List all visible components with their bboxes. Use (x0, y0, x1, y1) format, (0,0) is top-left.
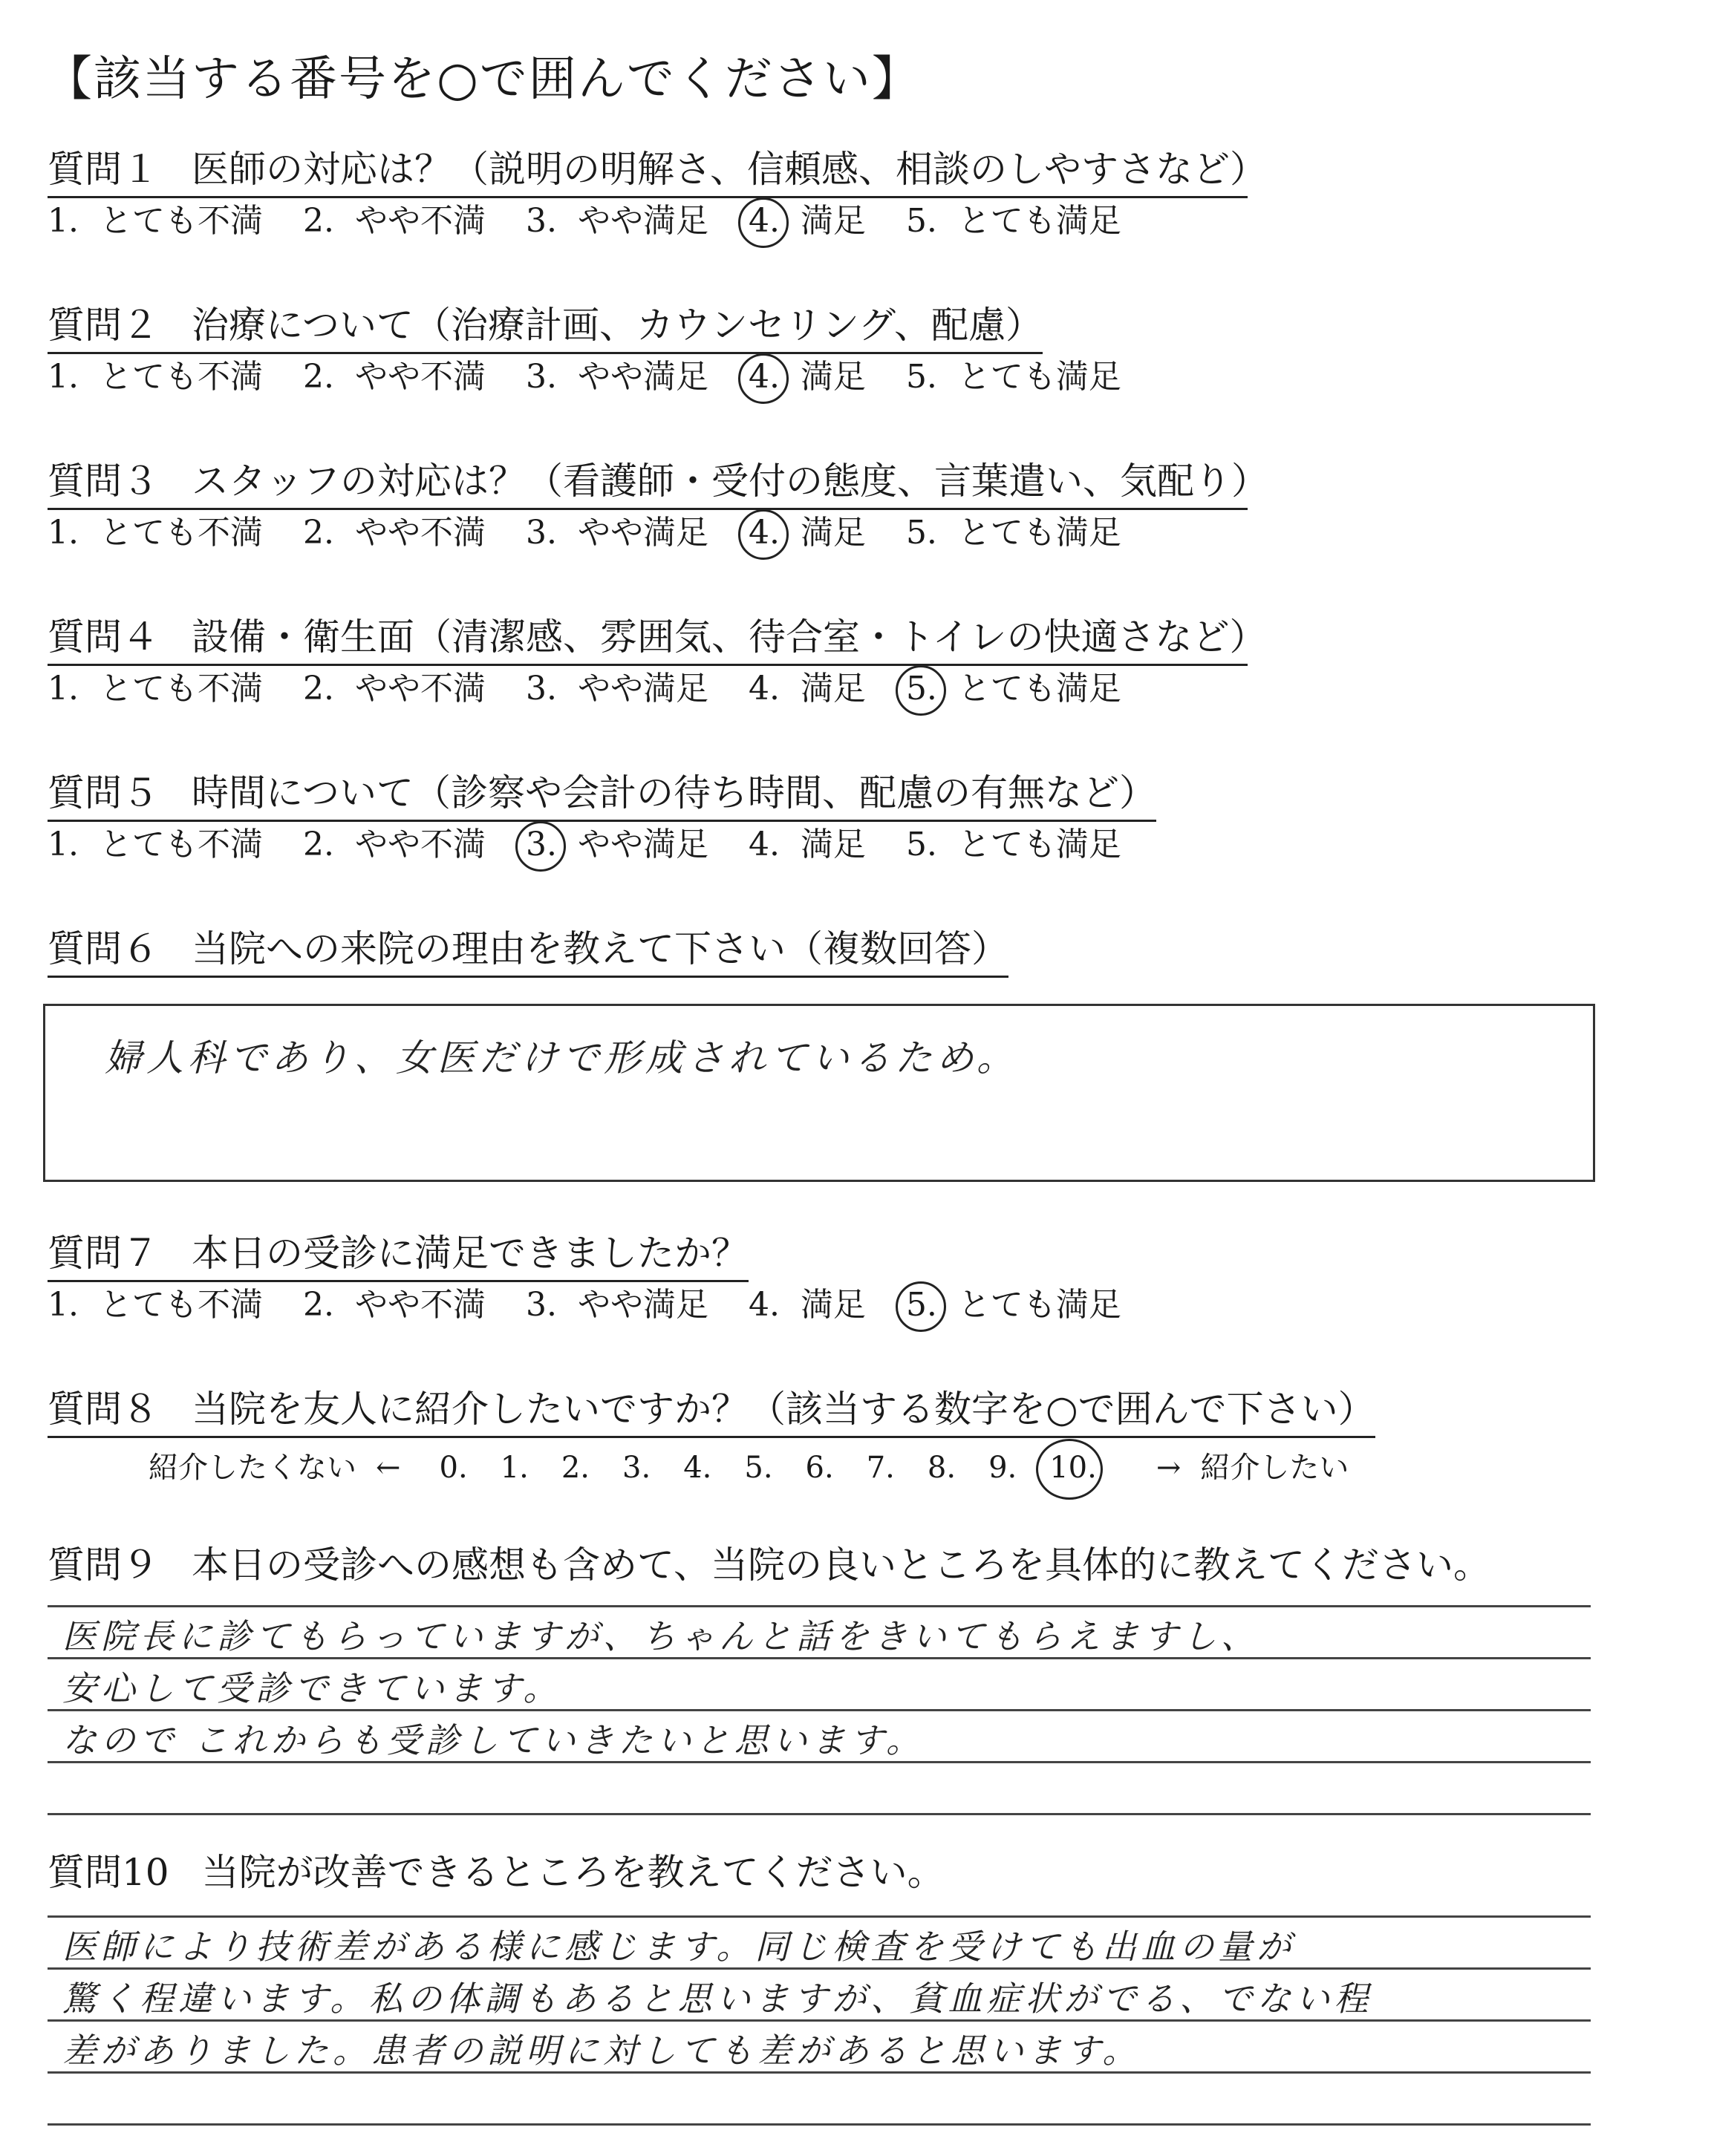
scale-left-label: 紹介したくない (149, 1451, 356, 1485)
option-label: とても満足 (957, 358, 1121, 396)
option-number: 2. (302, 514, 334, 552)
question-8-scale (149, 1444, 1349, 1486)
option-label: やや不満 (354, 826, 486, 863)
question-7-options (48, 1286, 1161, 1325)
option-number: 3. (525, 1286, 557, 1324)
page-title: 【該当する番号を○で囲んでください】 (45, 52, 921, 107)
option-label: 満足 (800, 826, 866, 863)
question-label: 質問３ (48, 460, 159, 503)
option-number: 5. (905, 670, 937, 708)
option-number: 3. (525, 202, 557, 240)
option-label: 満足 (800, 1286, 866, 1324)
question-7-heading (48, 1232, 749, 1282)
question-label: 質問６ (48, 927, 159, 970)
option-number: 5. (905, 826, 937, 863)
option-label: やや満足 (577, 514, 708, 552)
question-text: 本日の受診への感想も含めて、当院の良いところを具体的に教えてください。 (192, 1544, 1490, 1587)
option-number: 5. (905, 358, 937, 396)
option-label: とても不満 (99, 514, 263, 552)
question-1-heading (48, 148, 1267, 198)
question-6-handwritten-answer: 婦人科であり、女医だけで形成されているため。 (105, 1036, 1018, 1079)
question-text: 本日の受診に満足できましたか？ (192, 1232, 749, 1275)
question-text: 当院への来院の理由を教えて下さい（複数回答） (192, 927, 1008, 970)
question-text: 時間について（診察や会計の待ち時間、配慮の有無など） (192, 771, 1156, 814)
question-9-answer-line: 安心して受診できています。 (62, 1668, 562, 1708)
question-3-heading (48, 460, 1268, 510)
option-5 (906, 202, 1121, 241)
option-3 (526, 1286, 708, 1325)
option-1 (48, 202, 263, 241)
option-number: 4. (748, 670, 780, 708)
option-2 (303, 1286, 486, 1325)
option-4 (749, 202, 866, 241)
question-label: 質問10 (48, 1851, 169, 1894)
option-5 (906, 670, 1121, 709)
option-number: 4. (748, 202, 780, 240)
question-text: 当院が改善できるところを教えてください。 (201, 1851, 945, 1894)
option-number: 4. (748, 358, 780, 396)
option-number: 4. (748, 514, 780, 552)
option-number: 2. (302, 202, 334, 240)
question-label: 質問２ (48, 304, 159, 347)
option-4 (749, 1286, 866, 1325)
option-label: とても不満 (99, 202, 263, 240)
option-number: 1. (48, 670, 79, 708)
question-label: 質問５ (48, 771, 159, 814)
scale-value: 6. (805, 1451, 834, 1485)
option-2 (303, 202, 486, 241)
scale-value: 0. (439, 1451, 468, 1485)
option-number: 4. (748, 1286, 780, 1324)
option-label: やや満足 (577, 202, 708, 240)
question-text: 医師の対応は？（説明の明解さ、信頼感、相談のしやすさなど） (192, 148, 1267, 191)
question-10-answer-line: 驚く程違います。私の体調もあると思いますが、貧血症状がでる、でない程 (62, 1979, 1373, 2019)
scale-right-arrow: → (1156, 1451, 1182, 1485)
option-1 (48, 358, 263, 397)
option-label: やや不満 (354, 670, 486, 708)
option-number: 3. (525, 670, 557, 708)
option-number: 2. (302, 1286, 334, 1324)
question-8-heading (48, 1388, 1375, 1438)
option-number: 4. (748, 826, 780, 863)
option-5 (906, 1286, 1121, 1325)
question-9-heading (48, 1544, 1490, 1592)
option-number: 2. (302, 826, 334, 863)
question-3-options (48, 514, 1161, 553)
question-9-answer-line: 医院長に診てもらっていますが、ちゃんと話をきいてもらえますし、 (62, 1616, 1259, 1656)
option-3 (526, 670, 708, 709)
option-3 (526, 826, 708, 865)
answer-rule (48, 1605, 1591, 1607)
question-6-heading (48, 928, 1008, 978)
option-1 (48, 670, 263, 709)
question-label: 質問８ (48, 1388, 159, 1431)
option-label: やや不満 (354, 1286, 486, 1324)
question-10-answer-line: 医師により技術差がある様に感じます。同じ検査を受けても出血の量が (62, 1927, 1296, 1967)
question-4-options (48, 670, 1161, 709)
scale-value: 5. (744, 1451, 773, 1485)
scale-value: 10. (1049, 1451, 1097, 1485)
question-9-answer-line: なので これからも受診していきたいと思います。 (62, 1720, 925, 1760)
option-label: とても満足 (957, 826, 1121, 863)
option-2 (303, 358, 486, 397)
option-number: 1. (48, 1286, 79, 1324)
option-label: 満足 (800, 202, 866, 240)
option-number: 5. (905, 1286, 937, 1324)
option-3 (526, 358, 708, 397)
scale-left-arrow: ← (376, 1451, 401, 1485)
question-label: 質問９ (48, 1544, 159, 1587)
option-label: 満足 (800, 670, 866, 708)
option-number: 3. (525, 514, 557, 552)
answer-rule (48, 2123, 1591, 2126)
option-label: やや不満 (354, 358, 486, 396)
question-1-options (48, 202, 1161, 241)
option-label: 満足 (800, 514, 866, 552)
option-4 (749, 514, 866, 553)
option-label: やや不満 (354, 514, 486, 552)
option-number: 1. (48, 202, 79, 240)
answer-rule (48, 1813, 1591, 1815)
scale-value: 8. (927, 1451, 956, 1485)
question-label: 質問４ (48, 615, 159, 659)
question-5-options (48, 826, 1161, 865)
option-1 (48, 1286, 263, 1325)
option-label: とても満足 (957, 514, 1121, 552)
option-4 (749, 358, 866, 397)
option-label: とても満足 (957, 202, 1121, 240)
option-5 (906, 826, 1121, 865)
option-2 (303, 514, 486, 553)
option-5 (906, 514, 1121, 553)
question-text: 当院を友人に紹介したいですか？（該当する数字を○で囲んで下さい） (192, 1388, 1375, 1431)
selected-circle-mark (1036, 1439, 1103, 1500)
question-10-answer-line: 差がありました。患者の説明に対しても差があると思います。 (62, 2031, 1141, 2071)
option-1 (48, 514, 263, 553)
scale-values (440, 1451, 1130, 1485)
question-text: 設備・衛生面（清潔感、雰囲気、待合室・トイレの快適さなど） (192, 615, 1267, 659)
option-label: とても不満 (99, 826, 263, 863)
option-number: 5. (905, 202, 937, 240)
scale-value: 2. (561, 1451, 590, 1485)
question-5-heading (48, 772, 1156, 822)
option-number: 2. (302, 358, 334, 396)
answer-rule (48, 1915, 1591, 1918)
option-3 (526, 202, 708, 241)
question-6-answer-box (43, 1004, 1595, 1182)
option-number: 5. (905, 514, 937, 552)
question-label: 質問１ (48, 148, 159, 191)
option-label: とても不満 (99, 670, 263, 708)
question-text: スタッフの対応は？（看護師・受付の態度、言葉遣い、気配り） (192, 460, 1268, 503)
option-label: とても満足 (957, 670, 1121, 708)
option-4 (749, 670, 866, 709)
option-label: 満足 (800, 358, 866, 396)
option-number: 3. (525, 358, 557, 396)
option-label: やや不満 (354, 202, 486, 240)
scale-value: 3. (622, 1451, 651, 1485)
question-4-heading (48, 615, 1267, 666)
scale-right-label: 紹介したい (1200, 1451, 1349, 1485)
option-number: 2. (302, 670, 334, 708)
option-label: とても不満 (99, 1286, 263, 1324)
scale-value: 1. (500, 1451, 529, 1485)
option-label: やや満足 (577, 826, 708, 863)
option-2 (303, 670, 486, 709)
option-label: やや満足 (577, 358, 708, 396)
option-4 (749, 826, 866, 865)
option-number: 1. (48, 826, 79, 863)
question-2-options (48, 358, 1161, 397)
question-label: 質問７ (48, 1232, 159, 1275)
option-label: とても満足 (957, 1286, 1121, 1324)
option-3 (526, 514, 708, 553)
option-number: 1. (48, 514, 79, 552)
scale-value: 4. (683, 1451, 712, 1485)
option-number: 1. (48, 358, 79, 396)
option-number: 3. (525, 826, 557, 863)
question-text: 治療について（治療計画、カウンセリング、配慮） (192, 304, 1043, 347)
option-5 (906, 358, 1121, 397)
question-10-heading (48, 1852, 945, 1899)
option-label: とても不満 (99, 358, 263, 396)
scale-value: 7. (866, 1451, 895, 1485)
option-1 (48, 826, 263, 865)
option-label: やや満足 (577, 670, 708, 708)
option-label: やや満足 (577, 1286, 708, 1324)
scale-value: 9. (988, 1451, 1017, 1485)
question-2-heading (48, 304, 1043, 354)
option-2 (303, 826, 486, 865)
